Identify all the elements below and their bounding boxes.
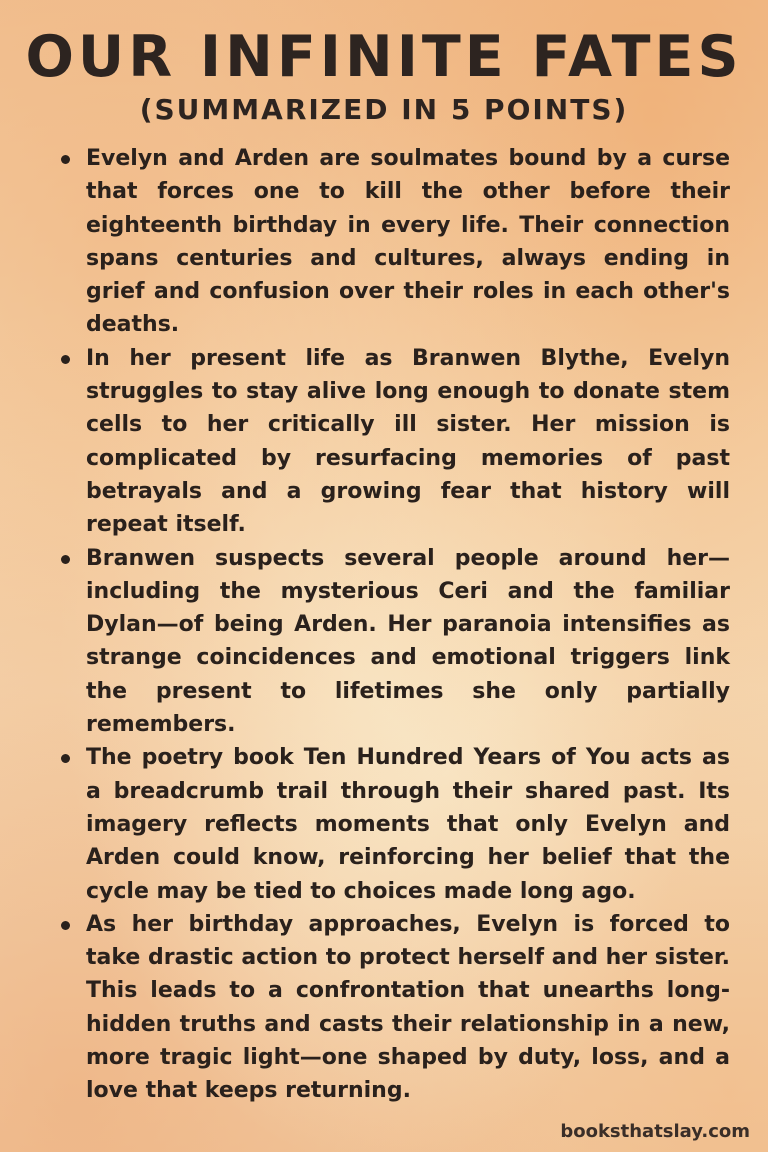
page-title: OUR INFINITE FATES xyxy=(25,24,743,90)
bullet-dot-icon xyxy=(61,155,70,164)
summary-point-text: Evelyn and Arden are soulmates bound by a curse that forces one to kill the other before their eighteenth birthday in every life. Their connection spans centuries and cultures, always ending in grief and confusion over their roles in each other's deaths. xyxy=(86,146,730,338)
summary-point-5 xyxy=(86,908,730,1108)
summary-point-text: As her birthday approaches, Evelyn is forced to take drastic action to protect herself and her sister. This leads to a confrontation that unearths long-hidden truths and casts their relationship in a new, more tragic light—one shaped by duty, loss, and a love that keeps returning. xyxy=(86,911,730,1104)
summary-point-2 xyxy=(86,342,730,542)
summary-points-list xyxy=(86,142,730,1108)
page-subtitle: (SUMMARIZED IN 5 POINTS) xyxy=(139,93,629,126)
bullet-dot-icon xyxy=(61,555,70,564)
summary-point-1 xyxy=(86,142,730,342)
summary-point-text: Branwen suspects several people around her—including the mysterious Ceri and the familiar Dylan—of being Arden. Her paranoia intensifies as strange coincidences and emotional triggers link the present to lifetimes she only partially remembers. xyxy=(86,545,730,738)
summary-point-4 xyxy=(86,741,730,907)
summary-point-text: In her present life as Branwen Blythe, Evelyn struggles to stay alive long enough to donate stem cells to her critically ill sister. Her mission is complicated by resurfacing memories of past betrayals and a growing fear that history will repeat itself. xyxy=(86,345,730,538)
bullet-dot-icon xyxy=(61,921,70,930)
bullet-dot-icon xyxy=(61,754,70,763)
summary-point-text: The poetry book Ten Hundred Years of You acts as a breadcrumb trail through their shared past. Its imagery reflects moments that only Evelyn and Arden could know, reinforcing her belief that the cycle may be tied to choices made long ago. xyxy=(86,745,730,904)
bullet-dot-icon xyxy=(61,355,70,364)
site-watermark: booksthatslay.com xyxy=(560,1121,750,1142)
summary-point-3 xyxy=(86,542,730,742)
